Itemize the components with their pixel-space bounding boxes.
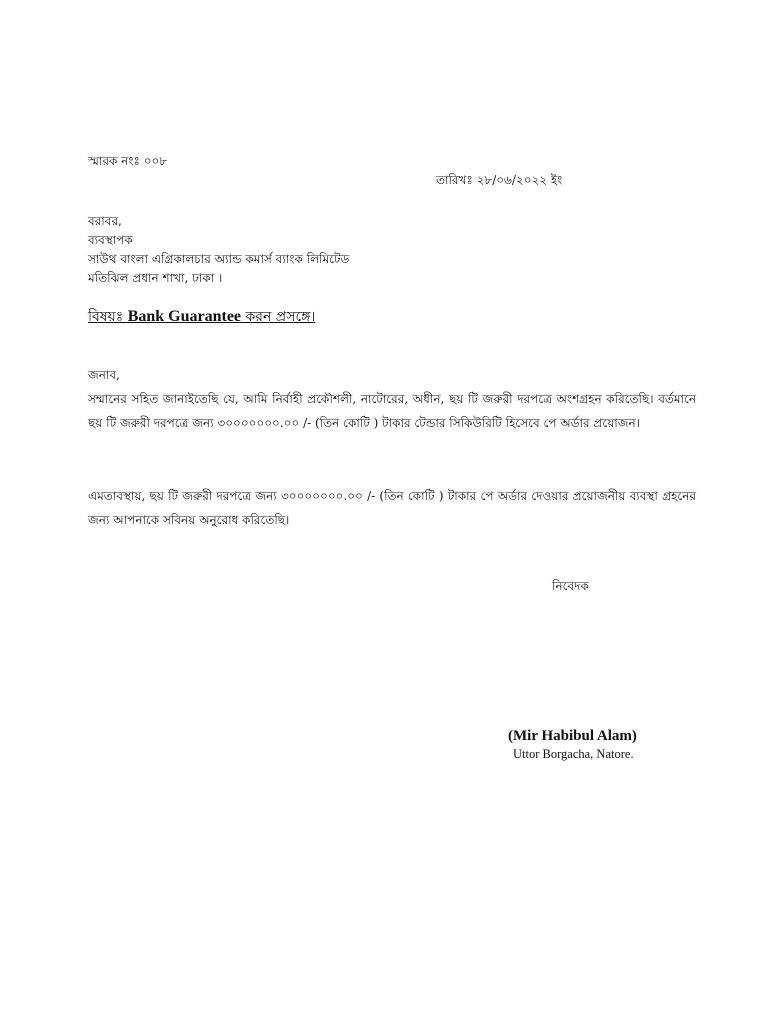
recipient-block [88,212,349,288]
body-paragraph-1: সম্মানের সহিত জানাইতেছি যে, আমি নির্বাহী প্রকৌশলী, নাটোরের, অধীন, ছয় টি জরুরী দরপত্রে অংশগ্রহন করিতেছি। বর্তমানে ছয় টি জরুরী দরপত্রে জন্য ৩০০০০০০০.০০ /- (তিন কোটি ) টাকার টেন্ডার সিকিউরিটি হিসেবে পে অর্ডার প্রয়োজন। [88,392,696,430]
recipient-to: বরাবর, [88,214,122,228]
subject-prefix: বিষয়ঃ [88,309,128,325]
memo-number: স্মারক নংঃ ০০৮ [88,154,168,168]
signer-name: (Mir Habibul Alam) [508,728,637,744]
signer-address: Uttor Borgacha, Natore. [513,747,634,761]
closing-label: নিবেদক [552,579,589,593]
recipient-branch: মতিঝিল প্রধান শাখা, ঢাকা । [88,271,223,285]
recipient-designation: ব্যবস্থাপক [88,233,133,247]
letter-date: তারিখঃ ২৮/০৬/২০২২ ইং [436,173,563,187]
subject-english: Bank Guarantee [127,308,242,325]
subject-line [88,307,315,327]
recipient-bank: সাউথ বাংলা এগ্রিকালচার অ্যান্ড কমার্স ব্যাংক লিমিটেড [88,252,350,266]
salutation: জনাব, [88,368,120,382]
body-paragraph-2: এমতাবস্থায়, ছয় টি জরুরী দরপত্রে জন্য ৩০০০০০০০.০০ /- (তিন কোটি ) টাকার পে অর্ডার দেওয়ার প্রয়োজনীয় ব্যবস্থা গ্রহনের জন্য আপনাকে সবিনয় অনুরোধ করিতেছি। [88,489,696,527]
subject-suffix: করন প্রসঙ্গে। [241,309,316,325]
